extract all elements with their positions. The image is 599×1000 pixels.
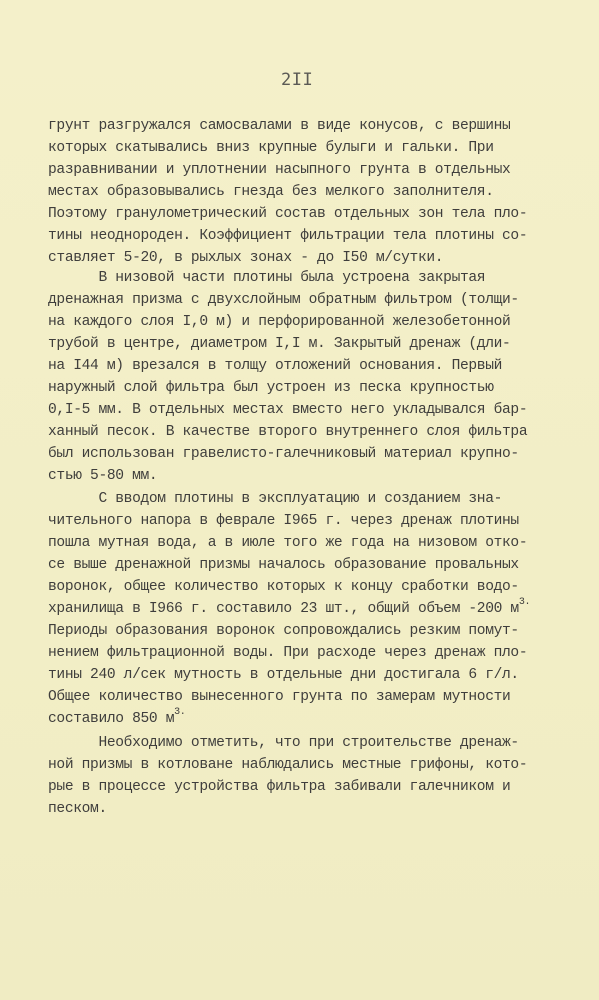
text-line: Необходимо отметить, что при строительстве дренаж- <box>48 735 519 751</box>
text-line: трубой в центре, диаметром I,I м. Закрытый дренаж (дли- <box>48 336 511 352</box>
superscript: 3. <box>518 597 531 609</box>
text-line: пошла мутная вода, а в июле того же года на низовом отко- <box>48 535 528 551</box>
text-line: на каждого слоя I,0 м) и перфорированной железобетонной <box>48 314 511 330</box>
text-line: которых скатывались вниз крупные булыги и гальки. При <box>48 140 494 156</box>
text-line <box>48 597 531 619</box>
text-line: тины 240 л/сек мутность в отдельные дни достигала 6 г/л. <box>48 667 519 683</box>
text-line: С вводом плотины в эксплуатацию и созданием зна- <box>48 491 503 507</box>
text-line: ханный песок. В качестве второго внутреннего слоя фильтра <box>48 424 528 440</box>
text-line: Периоды образования воронок сопровождались резким помут- <box>48 623 519 639</box>
text-line-content: составило 850 м <box>48 711 175 727</box>
text-line: чительного напора в феврале I965 г. через дренаж плотины <box>48 513 519 529</box>
text-line: нением фильтрационной воды. При расходе через дренаж пло- <box>48 645 528 661</box>
text-line: грунт разгружался самосвалами в виде конусов, с вершины <box>48 118 511 134</box>
text-line: ной призмы в котловане наблюдались местные грифоны, кото- <box>48 757 528 773</box>
text-line: наружный слой фильтра был устроен из песка крупностью <box>48 380 494 396</box>
superscript: 3. <box>174 707 186 719</box>
text-line: стью 5-80 мм. <box>48 468 158 484</box>
text-line: тины неоднороден. Коэффициент фильтрации тела плотины со- <box>48 228 528 244</box>
text-line: Поэтому гранулометрический состав отдельных зон тела пло- <box>48 206 528 222</box>
text-line: воронок, общее количество которых к концу сработки водо- <box>48 579 519 595</box>
text-line: местах образовывались гнезда без мелкого заполнителя. <box>48 184 494 200</box>
page-number: 2II <box>281 70 314 90</box>
text-line: Общее количество вынесенного грунта по замерам мутности <box>48 689 511 705</box>
text-line <box>48 707 186 729</box>
text-line: на I44 м) врезался в толщу отложений основания. Первый <box>48 358 503 374</box>
text-line: се выше дренажной призмы началось образование провальных <box>48 557 519 573</box>
text-line: 0,I-5 мм. В отдельных местах вместо него укладывался бар- <box>48 402 528 418</box>
text-line: разравнивании и уплотнении насыпного грунта в отдельных <box>48 162 511 178</box>
text-line: В низовой части плотины была устроена закрытая <box>48 270 486 286</box>
text-line: был использован гравелисто-галечниковый материал крупно- <box>48 446 519 462</box>
text-line-content: хранилища в I966 г. составило 23 шт., общий объем -200 м <box>48 601 519 617</box>
text-line: ставляет 5-20, в рыхлых зонах - до I50 м/сутки. <box>48 250 444 266</box>
text-line: рые в процессе устройства фильтра забивали галечником и <box>48 779 511 795</box>
text-line: дренажная призма с двухслойным обратным фильтром (толщи- <box>48 292 519 308</box>
text-line: песком. <box>48 801 107 817</box>
